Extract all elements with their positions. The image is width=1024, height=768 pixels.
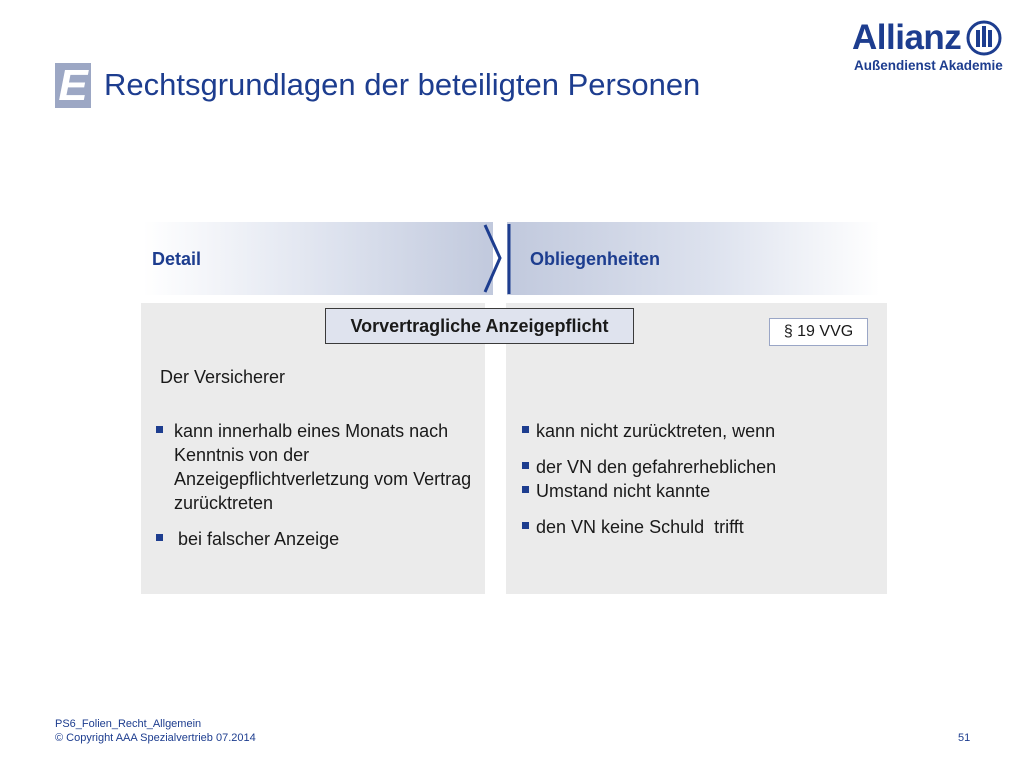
logo-brand: Allianz (852, 18, 962, 57)
left-bullet-1: kann innerhalb eines Monats nach Kenntnis von der Anzeigepflichtverletzung vom Vertrag zurücktreten (174, 421, 472, 513)
allianz-eagle-icon (966, 20, 1002, 56)
section-badge: E (55, 63, 91, 108)
right-bullet-2: der VN den gefahrerheblichen (536, 457, 777, 477)
right-bullet-1: kann nicht zurücktreten, wenn (536, 421, 776, 441)
bullet-icon (522, 522, 529, 529)
page-title: Rechtsgrundlagen der beteiligten Personen (104, 67, 701, 102)
bullet-icon (522, 426, 529, 433)
allianz-logo (852, 18, 1002, 78)
right-bullet-4: den VN keine Schuld trifft (536, 517, 744, 537)
left-bullet-2: bei falscher Anzeige (178, 529, 340, 549)
band-label-obliegenheiten: Obliegenheiten (530, 249, 661, 269)
bullet-icon (156, 426, 163, 433)
right-bullet-3: Umstand nicht kannte (536, 481, 711, 501)
chevron-right-icon (482, 222, 512, 295)
band-label-detail: Detail (152, 249, 202, 269)
bullet-icon (522, 462, 529, 469)
bullet-icon (156, 534, 163, 541)
left-intro: Der Versicherer (160, 367, 286, 387)
bullet-icon (522, 486, 529, 493)
logo-subtitle: Außendienst Akademie (854, 58, 1003, 73)
page-number: 51 (958, 732, 971, 744)
right-panel (506, 303, 887, 594)
main-label-box: Vorvertragliche Anzeigepflicht (325, 308, 634, 344)
footer-copyright: © Copyright AAA Spezialvertrieb 07.2014 (55, 732, 256, 744)
paragraph-reference: § 19 VVG (769, 318, 868, 346)
footer-file: PS6_Folien_Recht_Allgemein (55, 718, 202, 730)
